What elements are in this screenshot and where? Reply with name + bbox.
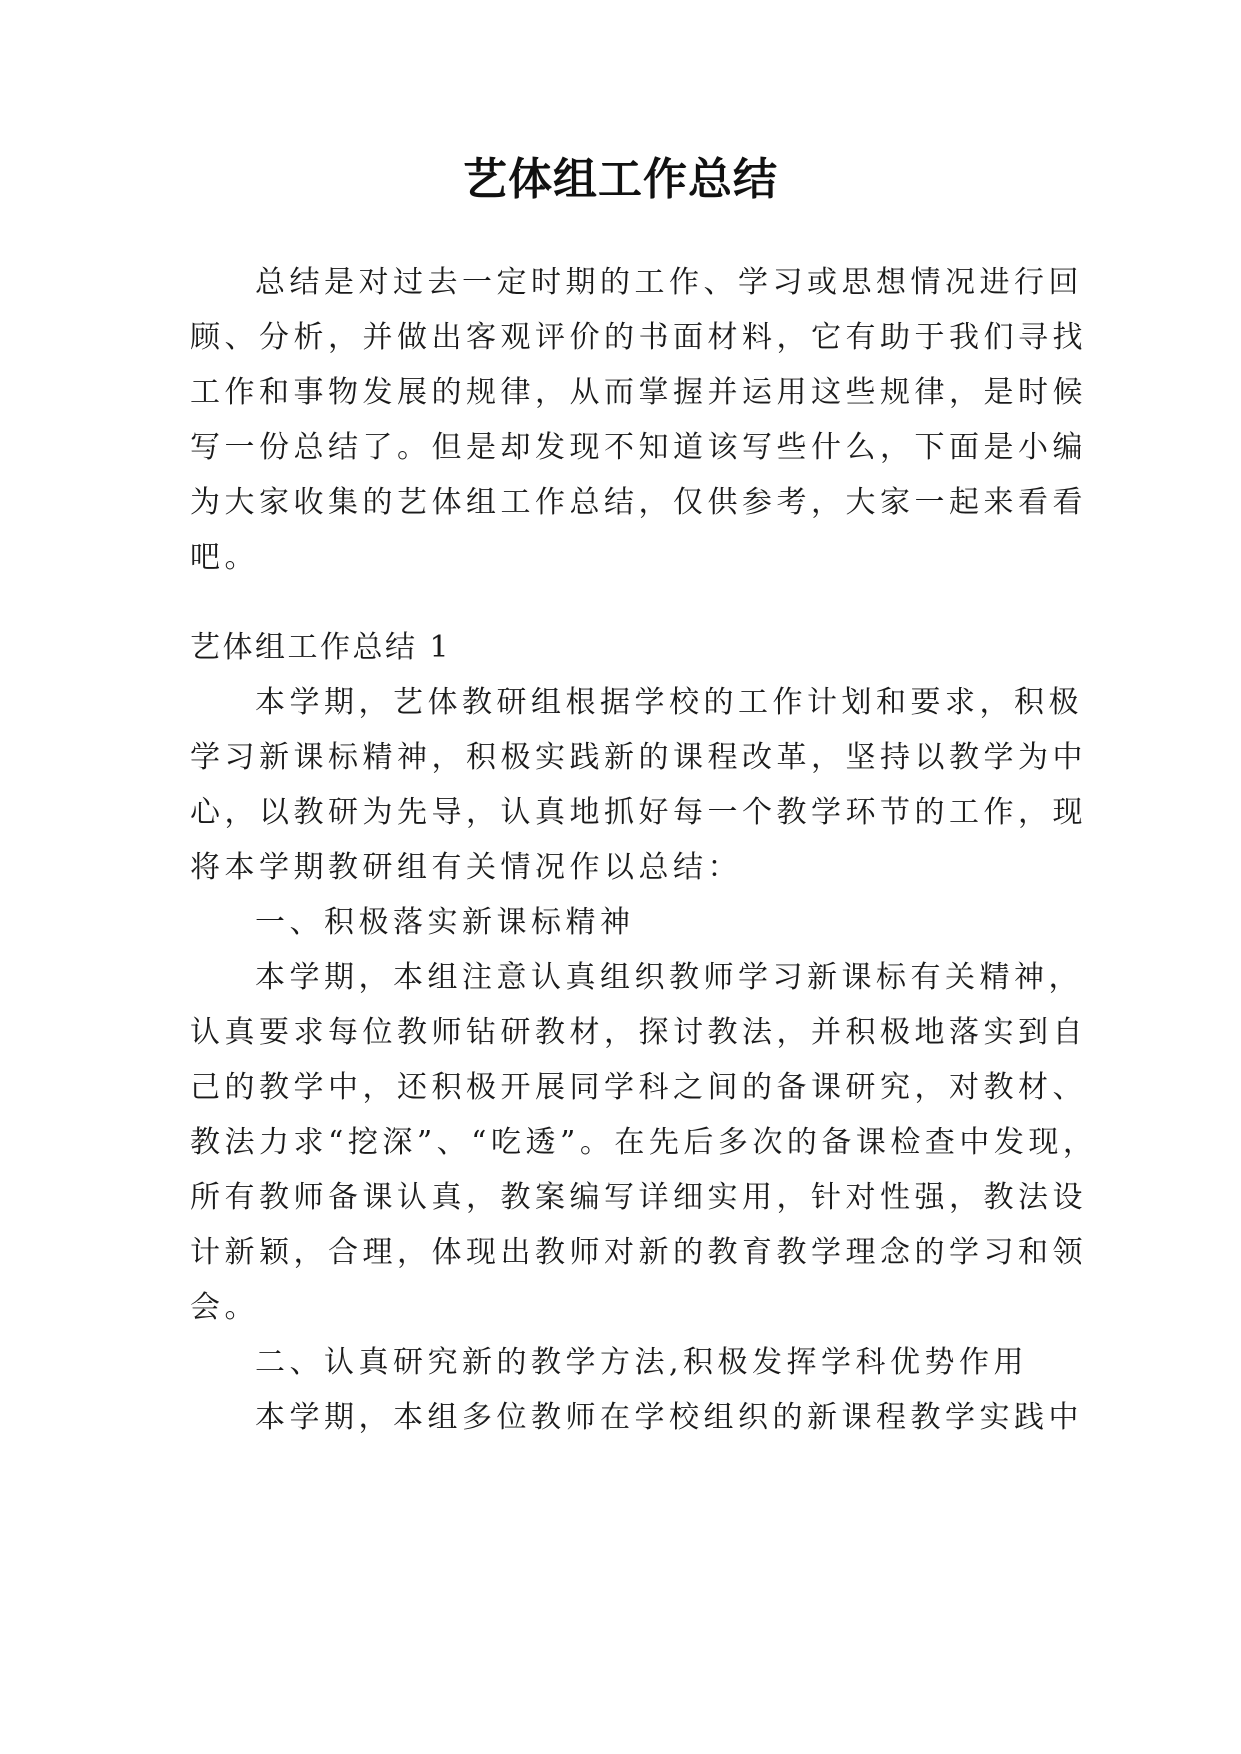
- intro-line-6: 吧。: [190, 540, 259, 575]
- part1-heading: 一、积极落实新课标精神: [255, 905, 635, 940]
- section-intro-line-3: 心，以教研为先导，认真地抓好每一个教学环节的工作，现: [190, 795, 1087, 830]
- section-intro-line-4: 将本学期教研组有关情况作以总结：: [190, 850, 742, 885]
- intro-line-4: 写一份总结了。但是却发现不知道该写些什么，下面是小编: [190, 430, 1087, 465]
- intro-line-5: 为大家收集的艺体组工作总结，仅供参考，大家一起来看看: [190, 485, 1087, 520]
- section-heading: 艺体组工作总结 1: [190, 630, 452, 665]
- part1-line-2: 认真要求每位教师钻研教材，探讨教法，并积极地落实到自: [190, 1015, 1087, 1050]
- part1-line-1: 本学期，本组注意认真组织教师学习新课标有关精神，: [255, 960, 1083, 995]
- intro-line-2: 顾、分析，并做出客观评价的书面材料，它有助于我们寻找: [190, 320, 1087, 355]
- part1-line-4: 教法力求“挖深”、“吃透”。在先后多次的备课检查中发现，: [190, 1125, 1098, 1160]
- part1-line-5: 所有教师备课认真，教案编写详细实用，针对性强，教法设: [190, 1180, 1087, 1215]
- part1-line-3: 己的教学中，还积极开展同学科之间的备课研究，对教材、: [190, 1070, 1087, 1105]
- section-intro-line-2: 学习新课标精神，积极实践新的课程改革，坚持以教学为中: [190, 740, 1087, 775]
- part2-line-1: 本学期，本组多位教师在学校组织的新课程教学实践中: [255, 1400, 1083, 1435]
- intro-line-3: 工作和事物发展的规律，从而掌握并运用这些规律，是时候: [190, 375, 1087, 410]
- section-intro-line-1: 本学期，艺体教研组根据学校的工作计划和要求，积极: [255, 685, 1083, 720]
- document-title: 艺体组工作总结: [463, 154, 778, 205]
- intro-line-1: 总结是对过去一定时期的工作、学习或思想情况进行回: [255, 265, 1083, 300]
- part1-line-6: 计新颖，合理，体现出教师对新的教育教学理念的学习和领: [190, 1235, 1087, 1270]
- part1-line-7: 会。: [190, 1290, 259, 1325]
- part2-heading: 二、认真研究新的教学方法,积极发挥学科优势作用: [255, 1345, 1029, 1380]
